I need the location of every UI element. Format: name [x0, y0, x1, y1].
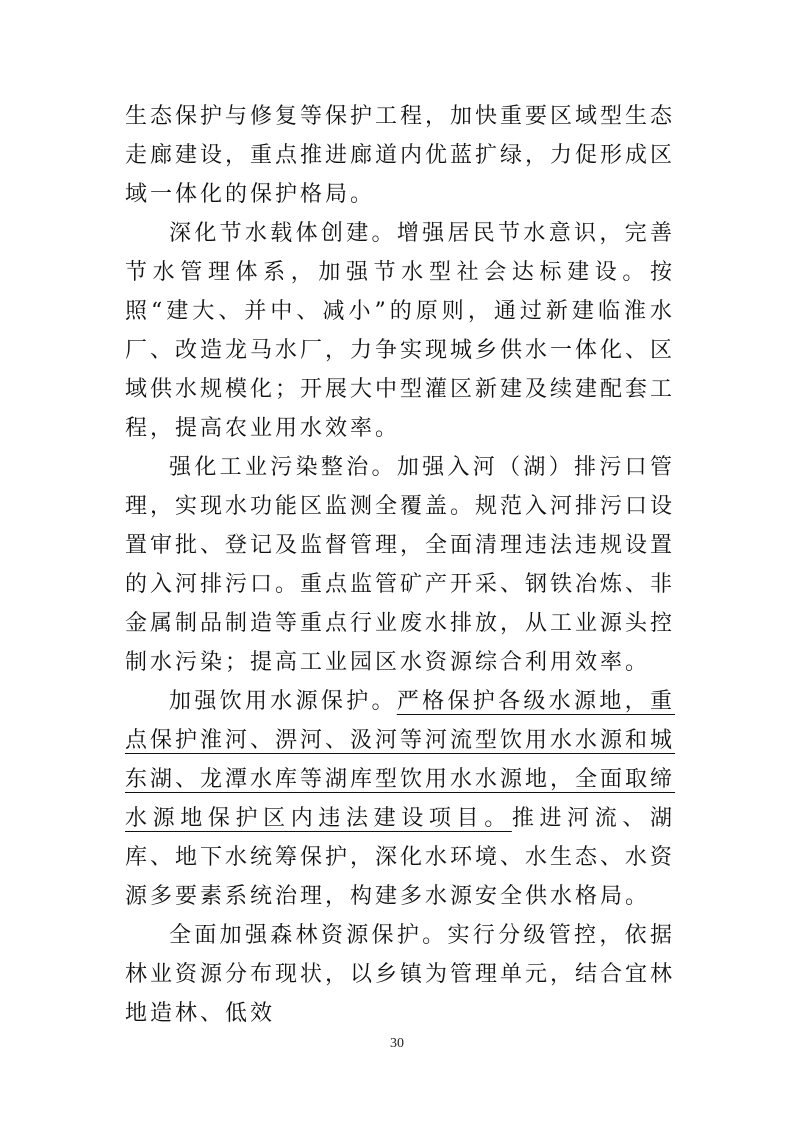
page-number: 30 [390, 1036, 404, 1051]
paragraph-text: 增强居民节水意识，完善节水管理体系，加强节水型社会达标建设。按照“建大、并中、减小”的原则，通过新建临淮水厂、改造龙马水厂，力争实现城乡供水一体化、区域供水规模化；开展大中型灌区新建及续建配套工程，提高农业用水效率。 [125, 221, 676, 441]
document-body [125, 97, 675, 1033]
paragraph-lead: 全面加强森林资源保护。 [169, 923, 448, 948]
paragraph-text: 生态保护与修复等保护工程，加快重要区域型生态走廊建设，重点推进廊道内优蓝扩绿，力促形成区域一体化的保护格局。 [125, 104, 676, 207]
paragraph-forest-protection [125, 916, 675, 1033]
paragraph-lead: 强化工业污染整治。 [169, 455, 397, 480]
paragraph-lead: 加强饮用水源保护。 [169, 689, 397, 714]
paragraph-text: 实行分级管控，依据林业资源分布现状，以乡镇为管理单元，结合宜林地造林、低效 [125, 923, 676, 1026]
paragraph-text: 加强入河（湖）排污口管理，实现水功能区监测全覆盖。规范入河排污口设置审批、登记及监督管理，全面清理违法违规设置的入河排污口。重点监管矿产开采、钢铁冶炼、非金属制品制造等重点行业废水排放，从工业源头控制水污染；提高工业园区水资源综合利用效率。 [125, 455, 676, 675]
paragraph-drinking-water [125, 682, 675, 916]
paragraph-water-saving [125, 214, 675, 448]
paragraph-text: 推进河流、湖库、地下水统筹保护，深化水环境、水生态、水资源多要素系统治理，构建多水源安全供水格局。 [125, 806, 676, 909]
paragraph-continuation [125, 97, 675, 214]
paragraph-industrial-pollution [125, 448, 675, 682]
paragraph-lead: 深化节水载体创建。 [169, 221, 397, 246]
underlined-text: 严格保护各级水源地，重点保护淮河、淠河、汲河等河流型饮用水水源和城东湖、龙潭水库等湖库型饮用水水源地，全面取缔水源地保护区内违法建设项目。 [125, 689, 676, 831]
